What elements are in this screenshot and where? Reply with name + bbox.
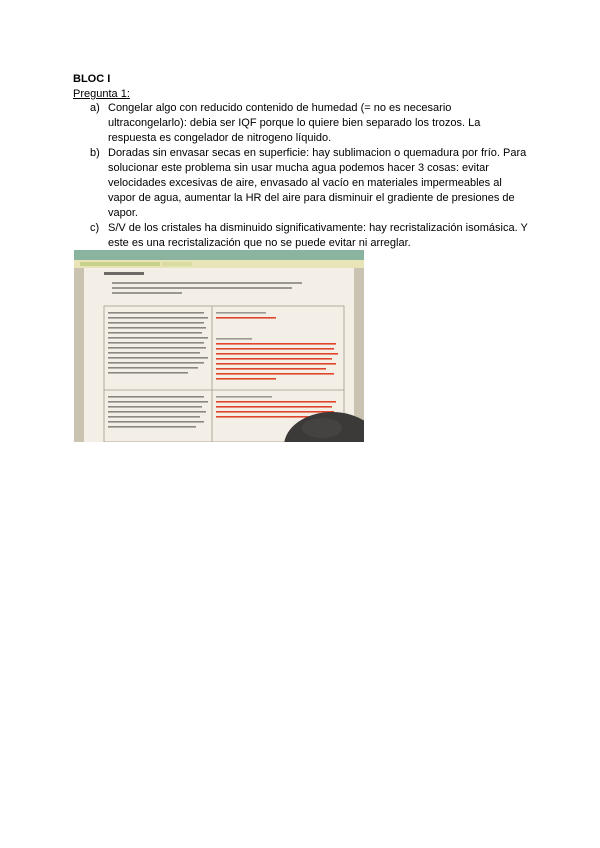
answer-text: S/V de los cristales ha disminuido significativamente: hay recristalización isomásica. Y este es una recristalización que no se puede evitar ni arreglar. [108,222,528,249]
answer-list [90,101,530,251]
question-suffix: : [126,88,130,100]
answer-text: Doradas sin envasar secas en superficie: hay sublimacion o quemadura por frío. Para solucionar este problema sin usar mucha agua podemos hacer 3 cosas: evitar velocidades excesivas de aire, envasado al vacío en materiales impermeables al vapor de agua, aumentar la HR del aire para disminuir el gradiente de presiones de vapor. [108,147,527,219]
answer-item [90,146,530,221]
answer-marker: a) [90,102,100,114]
screen-photo [74,250,364,442]
answer-text: Congelar algo con reducido contenido de humedad (= no es necesario ultracongelarlo): debia ser IQF porque lo quiere bien separado los trozos. La respuesta es congelador de nitrogeno líquido. [108,102,481,144]
photo-of-screen-icon [74,250,364,442]
answer-marker: c) [90,222,100,234]
question-label: Pregunta 1 [73,88,127,100]
answer-item [90,221,530,251]
question-heading [73,87,130,101]
answer-marker: b) [90,147,100,159]
answer-item [90,101,530,146]
section-title: BLOC I [73,73,111,85]
